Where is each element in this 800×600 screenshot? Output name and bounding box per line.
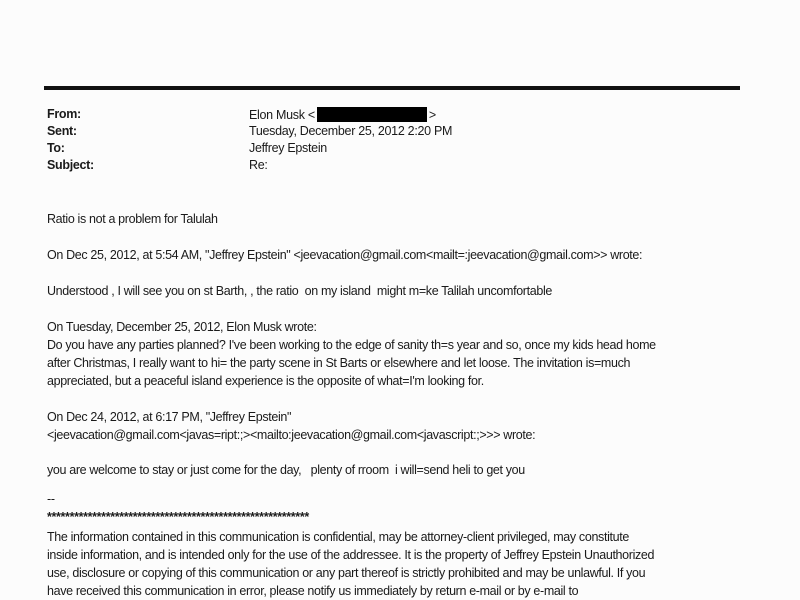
disclaimer-line: inside information, and is intended only for the use of the addressee. It is the property of Jeffrey Epstein Unauthorized <box>47 548 655 562</box>
from-name: Elon Musk < <box>249 108 315 122</box>
body-line: after Christmas, I really want to hi= the party scene in St Barts or elsewhere and let loose. The invitation is=much <box>47 356 631 370</box>
to-label: To: <box>47 141 65 155</box>
disclaimer-line: The information contained in this communication is confidential, may be attorney-client privileged, may constitute <box>47 530 629 544</box>
redaction-box <box>317 107 427 122</box>
from-close: > <box>428 108 436 122</box>
body-line: Understood , I will see you on st Barth, , the ratio on my island might m=ke Talilah uncomfortable <box>47 284 552 298</box>
subject-label: Subject: <box>47 158 94 172</box>
body-line: Do you have any parties planned? I've been working to the edge of sanity th=s year and so, once my kids head home <box>47 338 656 352</box>
sent-value: Tuesday, December 25, 2012 2:20 PM <box>249 124 453 138</box>
body-line: Ratio is not a problem for Talulah <box>47 212 218 226</box>
body-line: <jeevacation@gmail.com<javas=ript:;><mailto:jeevacation@gmail.com<javascript:;>>> wrote: <box>47 428 536 442</box>
header-divider <box>44 86 740 90</box>
body-line: On Tuesday, December 25, 2012, Elon Musk wrote: <box>47 320 317 334</box>
subject-value: Re: <box>249 158 268 172</box>
body-line: appreciated, but a peaceful island experience is the opposite of what=I'm looking for. <box>47 374 484 388</box>
signature-separator: -- <box>47 492 55 506</box>
from-value <box>249 107 436 122</box>
to-value: Jeffrey Epstein <box>249 141 327 155</box>
disclaimer-line: use, disclosure or copying of this communication or any part thereof is strictly prohibited and may be unlawful. If you <box>47 566 646 580</box>
sent-label: Sent: <box>47 124 77 138</box>
body-line: On Dec 25, 2012, at 5:54 AM, "Jeffrey Epstein" <jeevacation@gmail.com<mailt=:jeevacation@gmail.com>> wrote: <box>47 248 643 262</box>
from-label: From: <box>47 107 81 121</box>
body-line: you are welcome to stay or just come for the day, plenty of rroom i will=send heli to get you <box>47 463 525 477</box>
body-line: On Dec 24, 2012, at 6:17 PM, "Jeffrey Epstein" <box>47 410 292 424</box>
asterisk-divider: ********************************************************** <box>47 510 309 524</box>
disclaimer-line: have received this communication in error, please notify us immediately by return e-mail or by e-mail to <box>47 584 579 598</box>
